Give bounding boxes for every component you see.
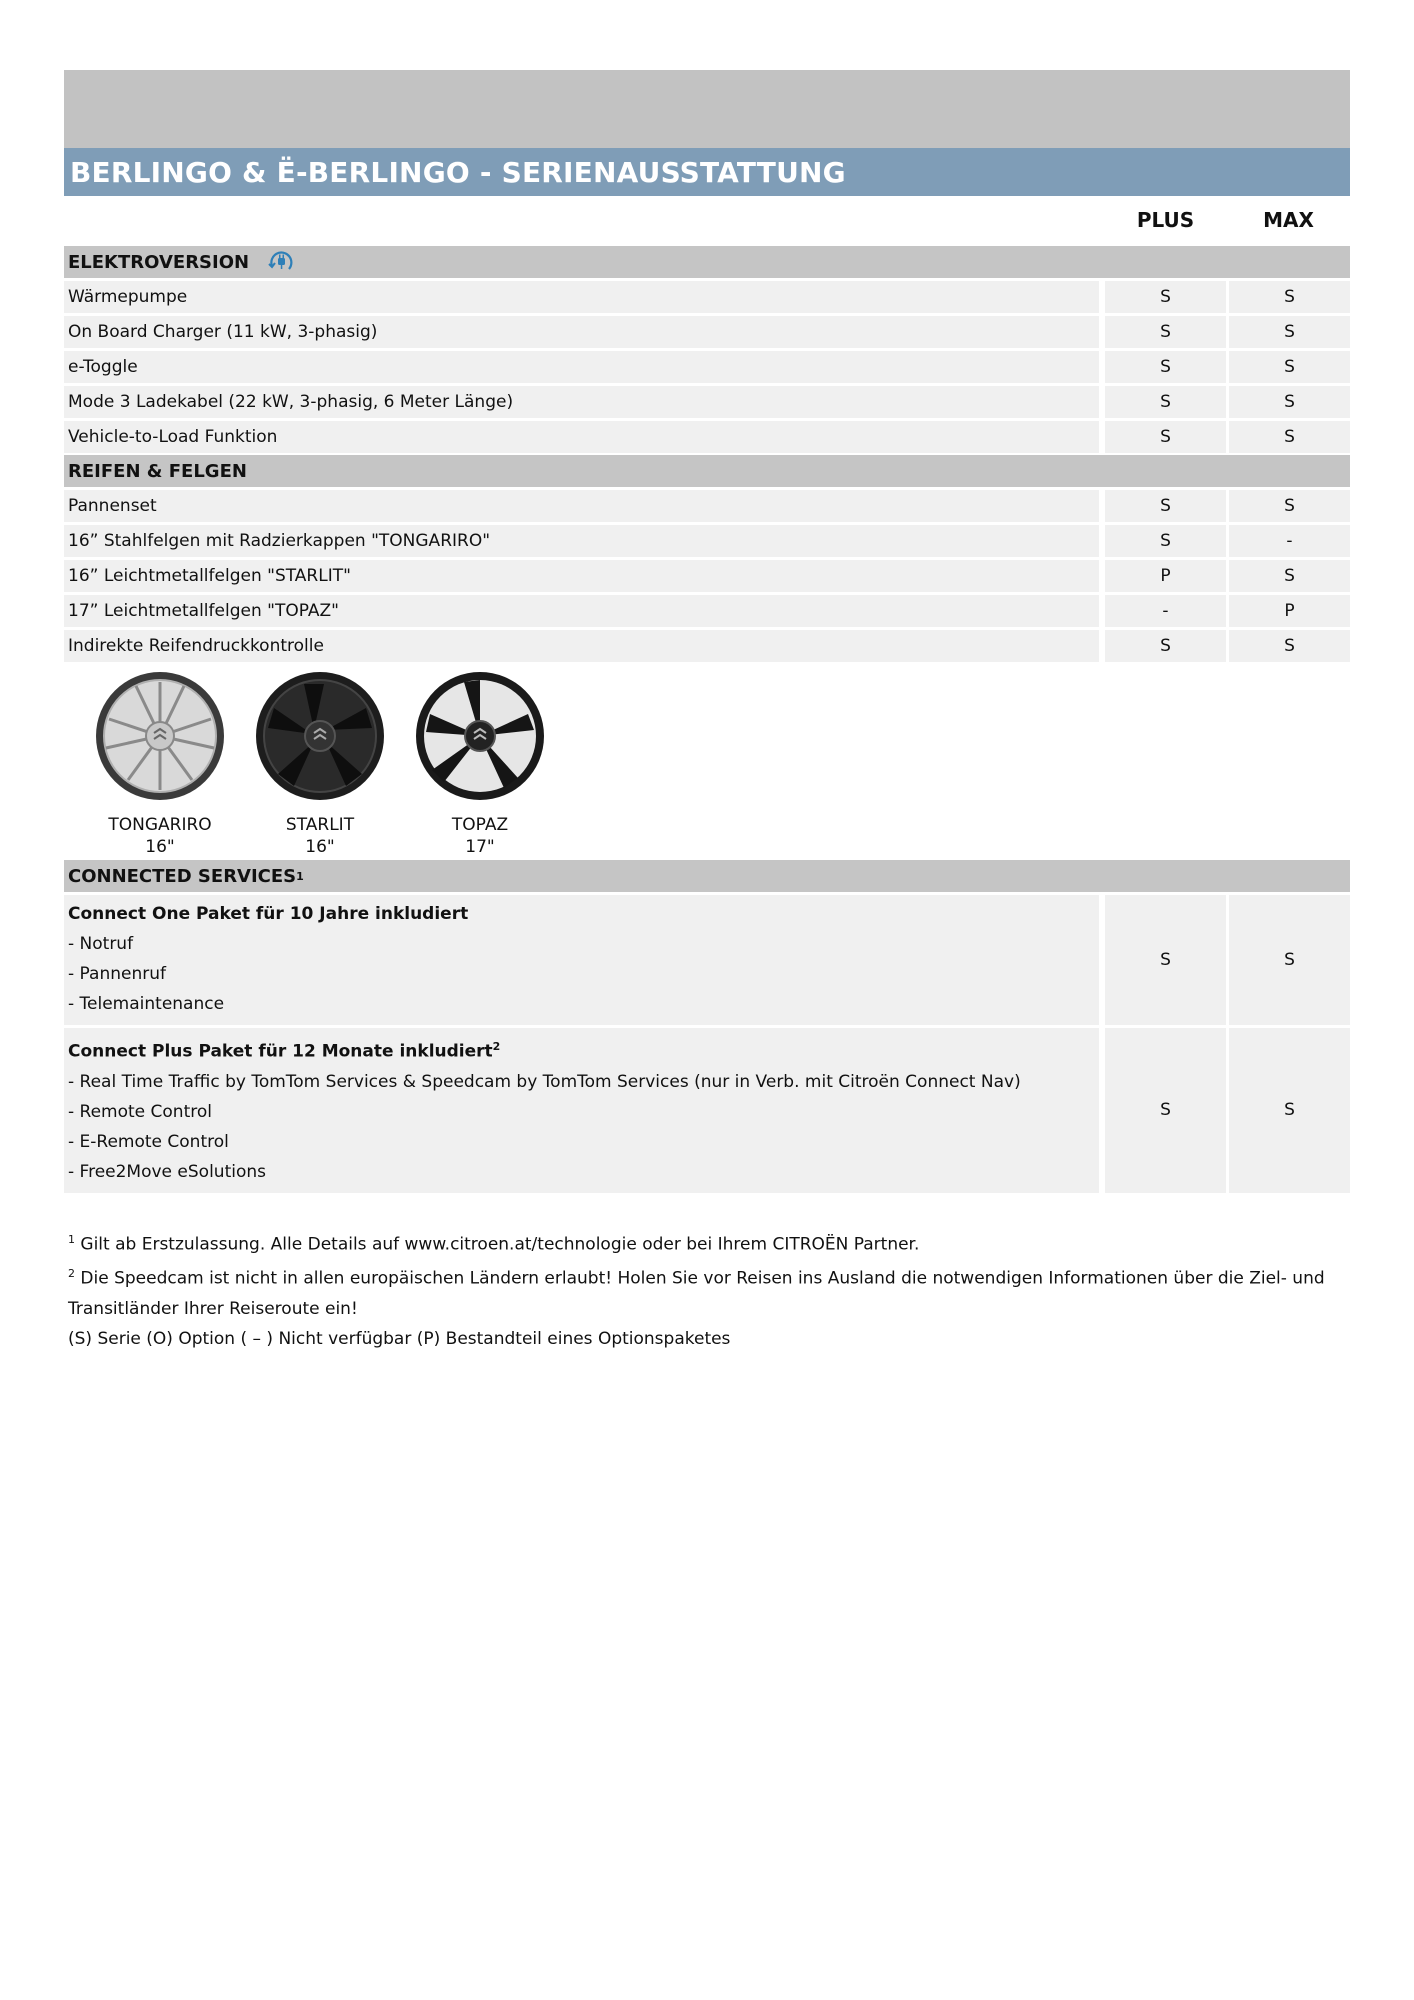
cell-plus: S (1105, 351, 1226, 383)
table-row (64, 490, 1350, 522)
table-row (64, 525, 1350, 557)
table-row (64, 281, 1350, 313)
cell-plus: - (1105, 595, 1226, 627)
row-label: Vehicle-to-Load Funktion (64, 421, 1099, 453)
row-label: 16” Leichtmetallfelgen "STARLIT" (64, 560, 1099, 592)
wheel-name: TOPAZ (451, 815, 509, 835)
cell-max: S (1229, 895, 1350, 1025)
cell-max: S (1229, 490, 1350, 522)
cell-plus: S (1105, 1028, 1226, 1193)
cell-max: S (1229, 421, 1350, 453)
package-item: - Pannenruf (68, 964, 166, 984)
cell-max: - (1229, 525, 1350, 557)
package-item: - Telemaintenance (68, 994, 225, 1014)
cell-max: S (1229, 316, 1350, 348)
wheel-size: 16" (305, 837, 335, 857)
cell-plus: S (1105, 386, 1226, 418)
cell-max: S (1229, 630, 1350, 662)
wheel-tongariro (80, 662, 240, 858)
row-label: Indirekte Reifendruckkontrolle (64, 630, 1099, 662)
package-block (64, 895, 1350, 1025)
section-title: REIFEN & FELGEN (68, 460, 247, 482)
row-label: 16” Stahlfelgen mit Radzierkappen "TONGARIRO" (64, 525, 1099, 557)
cell-plus: S (1105, 630, 1226, 662)
section-title: ELEKTROVERSION (68, 251, 250, 273)
table-row (64, 560, 1350, 592)
column-max: MAX (1263, 208, 1314, 232)
footnote-1: $^1$ Gilt ab Erstzulassung. Alle Details auf www.citroen.at/technologie oder bei Ihrem CITROËN Partner. (68, 1232, 920, 1255)
table-row (64, 421, 1350, 453)
footnote-marker: 2 (492, 1040, 501, 1053)
top-grey-band (64, 70, 1350, 148)
wheel-size: 16" (145, 837, 175, 857)
row-label: Pannenset (64, 490, 1099, 522)
table-row (64, 630, 1350, 662)
table-row (64, 386, 1350, 418)
wheel-name: TONGARIRO (108, 815, 212, 835)
cell-plus: S (1105, 895, 1226, 1025)
equipment-page (64, 70, 1350, 1354)
cell-plus: S (1105, 316, 1226, 348)
package-description (64, 1028, 1099, 1193)
wheel-size: 17" (465, 837, 495, 857)
footnote-2: $^2$ Die Speedcam ist nicht in allen europäischen Ländern erlaubt! Holen Sie vor Reisen ins Ausland die notwendigen Informationen über die Ziel- und Transitländer Ihrer Reiseroute ein! (68, 1267, 1325, 1319)
table-row (64, 351, 1350, 383)
cell-max: S (1229, 281, 1350, 313)
section-elektroversion (64, 246, 1350, 278)
wheel-topaz (400, 662, 560, 858)
wheel-tongariro-image (94, 670, 226, 802)
package-item: - Remote Control (68, 1101, 212, 1122)
package-block (64, 1028, 1350, 1193)
wheel-starlit-image (254, 670, 386, 802)
wheel-name: STARLIT (285, 815, 355, 835)
cell-max: S (1229, 386, 1350, 418)
footnote-marker: 1 (296, 869, 304, 883)
table-row (64, 316, 1350, 348)
row-label: On Board Charger (11 kW, 3-phasig) (64, 316, 1099, 348)
table-row (64, 595, 1350, 627)
row-label: e-Toggle (64, 351, 1099, 383)
section-reifen-felgen (64, 455, 1350, 487)
wheel-gallery (64, 662, 1350, 858)
column-header (64, 196, 1350, 244)
package-description (64, 895, 1099, 1025)
cell-plus: S (1105, 525, 1226, 557)
cell-plus: S (1105, 281, 1226, 313)
package-item: - Free2Move eSolutions (68, 1161, 266, 1182)
cell-plus: P (1105, 560, 1226, 592)
package-heading: Connect Plus Paket für 12 Monate inkludiert$^2$ (68, 1040, 501, 1062)
package-item: - E-Remote Control (68, 1131, 229, 1152)
package-item: - Real Time Traffic by TomTom Services & Speedcam by TomTom Services (nur in Verb. mit Citroën Connect Nav) (68, 1071, 1021, 1092)
row-label: Wärmepumpe (64, 281, 1099, 313)
cell-max: S (1229, 351, 1350, 383)
section-connected-services (64, 860, 1350, 892)
cell-max: P (1229, 595, 1350, 627)
cell-max: S (1229, 560, 1350, 592)
cell-plus: S (1105, 490, 1226, 522)
page-title: BERLINGO & Ë-BERLINGO - SERIENAUSSTATTUNG (70, 155, 846, 189)
wheel-starlit (240, 662, 400, 858)
package-heading: Connect One Paket für 10 Jahre inkludiert (68, 904, 469, 924)
cell-max: S (1229, 1028, 1350, 1193)
footnotes (64, 1225, 1350, 1354)
wheel-topaz-image (414, 670, 546, 802)
row-label: Mode 3 Ladekabel (22 kW, 3-phasig, 6 Meter Länge) (64, 386, 1099, 418)
row-label: 17” Leichtmetallfelgen "TOPAZ" (64, 595, 1099, 627)
column-plus: PLUS (1136, 208, 1195, 232)
legend: (S) Serie (O) Option ( – ) Nicht verfügbar (P) Bestandteil eines Optionspaketes (68, 1328, 731, 1349)
section-title: CONNECTED SERVICES (68, 865, 297, 887)
title-band (64, 148, 1350, 196)
cell-plus: S (1105, 421, 1226, 453)
package-item: - Notruf (68, 934, 134, 954)
plug-charge-icon (267, 248, 295, 276)
